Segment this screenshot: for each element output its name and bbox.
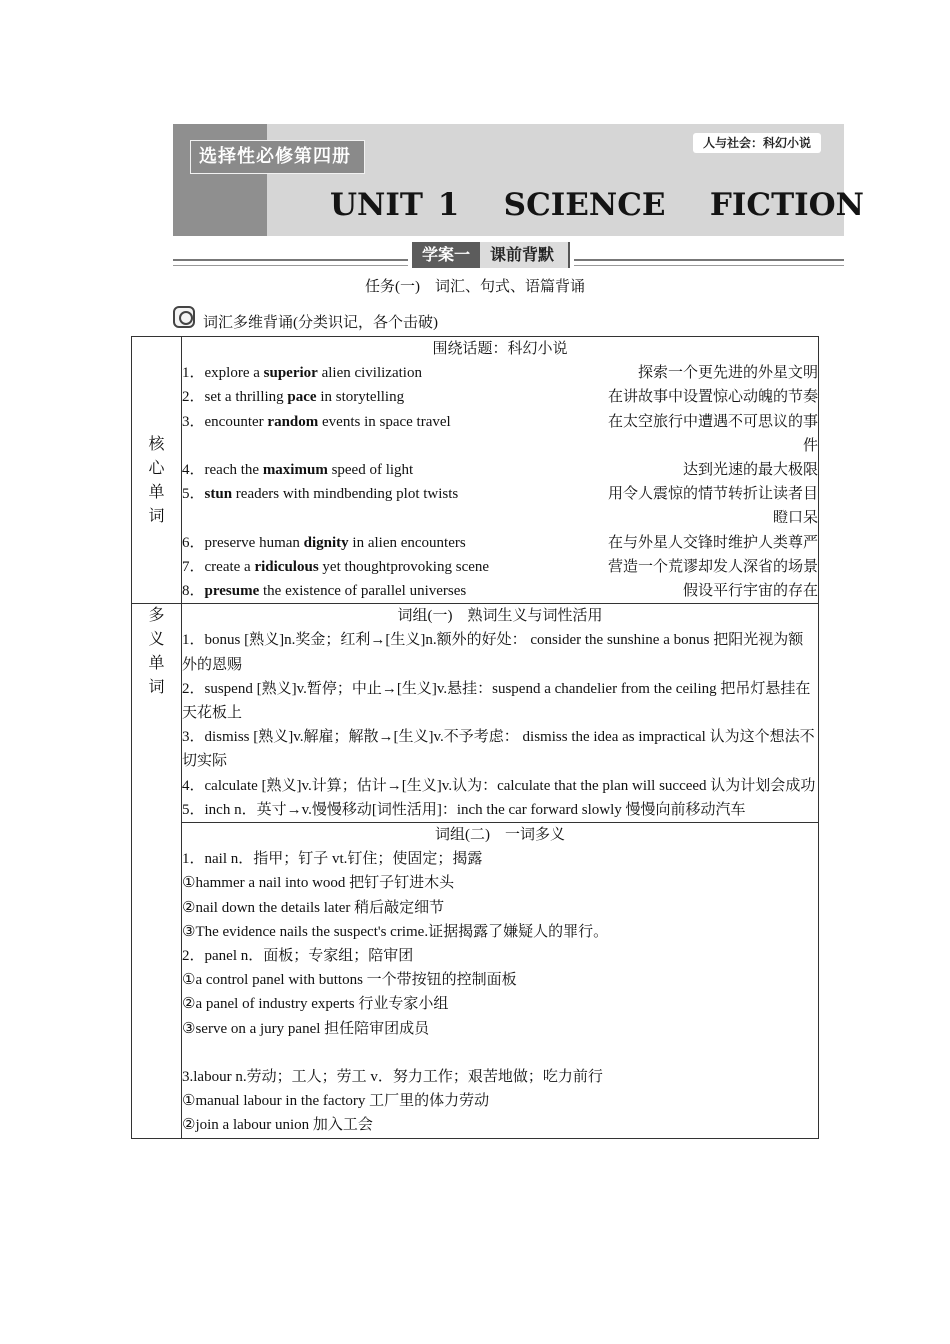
core-word-item [182,555,818,579]
group2-line: ①hammer a nail into wood 把钉子钉进木头 [182,875,455,892]
magnifier-icon [173,306,195,328]
core-word-item [182,579,818,603]
poly-group2-row [132,823,819,1138]
topic-tag: 人与社会：科幻小说 [693,133,821,153]
group2-line: ③The evidence nails the suspect's crime.证据揭露了嫌疑人的罪行。 [182,923,609,940]
core-word-english: 6．preserve human dignity in alien encounters [182,534,466,551]
task-title: 任务(一) 词汇、句式、语篇背诵 [365,279,585,295]
core-word-item [182,385,818,409]
group1-item: 2．suspend [熟义]v.暂停；中止→[生义]v.悬挂：suspend a chandelier from the ceiling 把吊灯悬挂在天花板上 [182,680,811,722]
core-word-english: 3．encounter random events in space travel [182,413,451,430]
unit-banner [173,124,864,236]
poly-group1-row [132,604,819,823]
core-word-english: 4．reach the maximum speed of light [182,462,414,479]
group1-item: 4．calculate [熟义]v.计算；估计→[生义]v.认为：calculate that the plan will succeed 认为计划会成功 [182,777,816,794]
core-keyword: ridiculous [254,558,319,575]
group1-item: 1．bonus [熟义]n.奖金；红利→[生义]n.额外的好处： consider the sunshine a bonus 把阳光视为额外的恩赐 [182,632,804,673]
core-word-english: 2．set a thrilling pace in storytelling [182,389,405,406]
group2-line: ③serve on a jury panel 担任陪审团成员 [182,1020,430,1037]
poly-group1-cell [182,604,819,823]
core-side-label: 核心单词 [148,436,165,525]
core-word-chinese: 探索一个更先进的外星文明 [637,365,818,382]
group2-line: ①a control panel with buttons 一个带按钮的控制面板 [182,972,517,989]
section-tab-number: 学案一 [412,242,480,268]
core-word-item [182,482,818,530]
group2-spacer [182,1041,818,1065]
recite-heading [173,302,438,336]
group2-line: 1．nail n．指甲；钉子 vt.钉住；使固定；揭露 [182,851,483,868]
core-word-item [182,361,818,385]
recite-label: 词汇多维背诵(分类识记，各个击破) [203,315,438,331]
core-word-chinese: 在讲故事中设置惊心动魄的节奏 [607,389,818,406]
group2-line: ①manual labour in the factory 工厂里的体力劳动 [182,1093,490,1110]
core-word-english: 7．create a ridiculous yet thoughtprovoking scene [182,558,490,575]
core-word-chinese: 用令人震惊的情节转折让读者目瞪口呆 [607,486,818,527]
core-word-chinese: 假设平行宇宙的存在 [682,583,818,600]
core-title: 围绕话题：科幻小说 [432,341,568,357]
core-keyword: presume [204,583,260,600]
core-word-item [182,458,818,482]
group2-line: 2．panel n．面板；专家组；陪审团 [182,948,414,965]
core-keyword: random [267,413,319,430]
section-tab [408,242,574,268]
core-keyword: pace [287,389,317,406]
core-word-chinese: 达到光速的最大极限 [682,462,818,479]
core-word-chinese: 在与外星人交锋时维护人类尊严 [607,534,818,551]
core-keyword: maximum [262,462,328,479]
core-words-row [132,337,819,604]
core-word-list [182,361,818,603]
book-label: 选择性必修第四册 [190,140,365,174]
group1-item: 3．dismiss [熟义]v.解雇；解散→[生义]v.不予考虑： dismiss the idea as impractical 认为这个想法不切实际 [182,729,815,770]
core-word-english: 8．presume the existence of parallel universes [182,583,467,600]
poly-side-cell [132,604,182,1138]
unit-title: UNIT 1 SCIENCE FICTION [330,187,864,223]
poly-side-label: 多义单词 [148,607,165,697]
group2-line: ②join a labour union 加入工会 [182,1117,373,1134]
core-keyword: stun [204,486,233,503]
core-word-item [182,410,818,458]
group2-title: 词组(二) 一词多义 [435,827,565,844]
core-keyword: superior [263,365,318,382]
core-words-cell [182,337,819,604]
core-word-item [182,531,818,555]
section-tab-title: 课前背默 [480,242,570,268]
core-word-chinese: 在太空旅行中遭遇不可思议的事件 [607,413,818,454]
poly-group2-cell [182,823,819,1138]
group2-line: 3.labour n.劳动；工人；劳工 v．努力工作；艰苦地做；吃力前行 [182,1068,603,1085]
core-keyword: dignity [303,534,349,551]
core-word-chinese: 营造一个荒谬却发人深省的场景 [607,558,818,575]
group1-item: 5．inch n．英寸→v.慢慢移动[词性活用]：inch the car forward slowly 慢慢向前移动汽车 [182,801,746,818]
core-side-cell [132,337,182,604]
section-header [173,242,844,272]
vocabulary-table [131,336,819,1139]
group2-line: ②nail down the details later 稍后敲定细节 [182,899,445,916]
group1-title: 词组(一) 熟词生义与词性活用 [397,608,603,625]
core-word-english: 5．stun readers with mindbending plot twists [182,486,459,503]
core-word-english: 1．explore a superior alien civilization [182,365,422,382]
group2-line: ②a panel of industry experts 行业专家小组 [182,996,449,1013]
